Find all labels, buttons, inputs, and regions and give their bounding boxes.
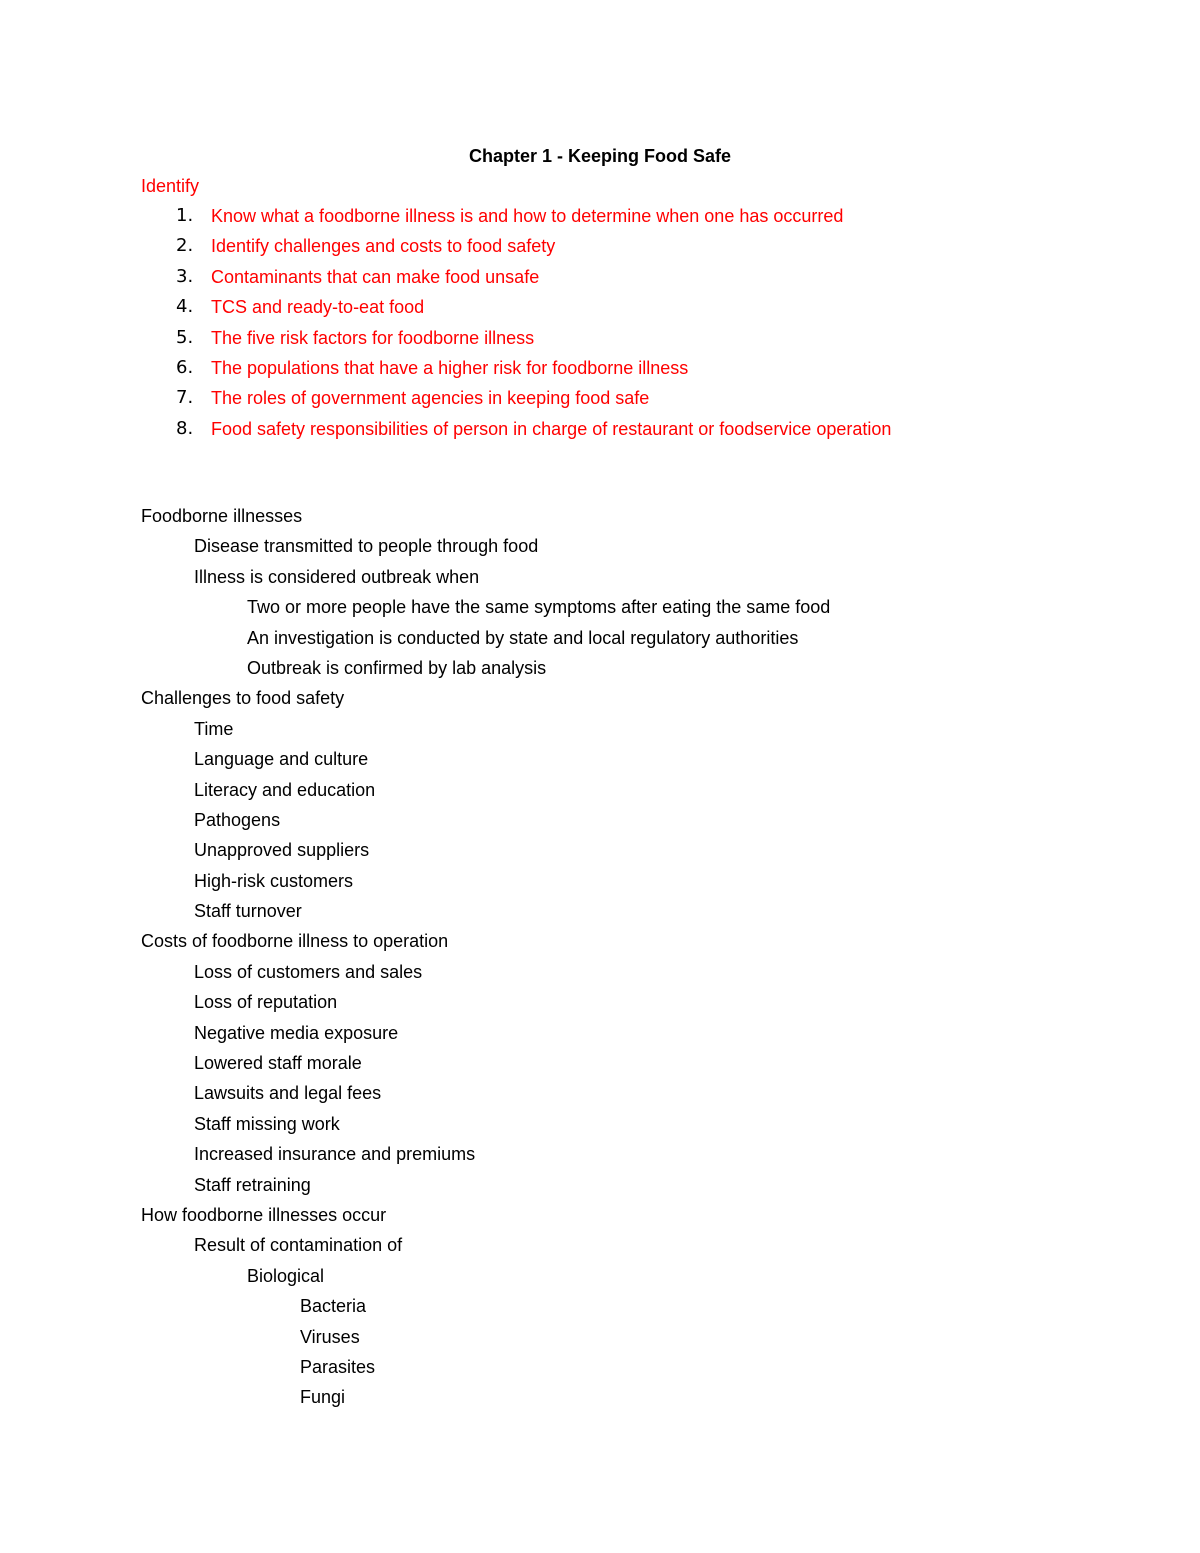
outline-item: Disease transmitted to people through food: [194, 536, 539, 557]
outline-item: Parasites: [300, 1356, 376, 1377]
outline-item: Increased insurance and premiums: [194, 1144, 476, 1165]
objective-text: The roles of government agencies in keeping food safe: [211, 388, 650, 409]
objective-number: 4.: [176, 296, 194, 318]
objective-text: The five risk factors for foodborne illness: [211, 327, 535, 348]
outline-item: Staff missing work: [194, 1113, 340, 1134]
outline-item: Unapproved suppliers: [194, 840, 370, 861]
outline-item: Loss of customers and sales: [194, 961, 423, 982]
outline-item: Lowered staff morale: [194, 1053, 362, 1074]
outline-item: High-risk customers: [194, 870, 354, 891]
outline-item: Literacy and education: [194, 779, 376, 800]
objective-number: 1.: [176, 205, 194, 226]
outline-heading: How foodborne illnesses occur: [141, 1204, 387, 1225]
objective-number: 6.: [176, 356, 194, 378]
outline-heading: Foodborne illnesses: [141, 506, 303, 526]
outline-item: Bacteria: [300, 1296, 367, 1317]
outline-heading: Costs of foodborne illness to operation: [141, 931, 449, 952]
outline-item: An investigation is conducted by state and local regulatory authorities: [247, 627, 799, 648]
topic-outline: [141, 503, 830, 1415]
outline-item: Pathogens: [194, 809, 281, 830]
outline-item: Time: [194, 718, 234, 739]
outline-item: Two or more people have the same symptoms after eating the same food: [247, 597, 831, 618]
document-title: Chapter 1 - Keeping Food Safe: [468, 146, 732, 166]
objective-text: Identify challenges and costs to food safety: [211, 236, 556, 257]
objective-number: 7.: [176, 387, 194, 409]
outline-item: Illness is considered outbreak when: [194, 566, 480, 587]
objective-text: Know what a foodborne illness is and how to determine when one has occurred: [211, 206, 844, 226]
outline-item: Staff turnover: [194, 901, 302, 922]
objective-text: The populations that have a higher risk for foodborne illness: [211, 357, 689, 378]
objective-number: 8.: [176, 417, 194, 439]
objective-number: 2.: [176, 235, 194, 257]
outline-heading: Challenges to food safety: [141, 688, 345, 709]
outline-item: Result of contamination of: [194, 1235, 403, 1256]
outline-item: Staff retraining: [194, 1174, 311, 1195]
outline-item: Viruses: [300, 1326, 360, 1347]
identify-heading: Identify: [141, 176, 200, 196]
objective-text: Food safety responsibilities of person in charge of restaurant or foodservice operation: [211, 418, 892, 439]
outline-item: Language and culture: [194, 749, 369, 770]
outline-item: Fungi: [300, 1387, 346, 1408]
objective-text: Contaminants that can make food unsafe: [211, 266, 540, 287]
outline-item: Biological: [247, 1265, 325, 1286]
outline-item: Outbreak is confirmed by lab analysis: [247, 657, 547, 678]
objective-text: TCS and ready-to-eat food: [211, 297, 425, 318]
outline-item: Lawsuits and legal fees: [194, 1083, 382, 1104]
objective-number: 3.: [176, 265, 194, 287]
objective-number: 5.: [176, 326, 194, 348]
outline-item: Loss of reputation: [194, 992, 338, 1013]
outline-item: Negative media exposure: [194, 1022, 399, 1043]
